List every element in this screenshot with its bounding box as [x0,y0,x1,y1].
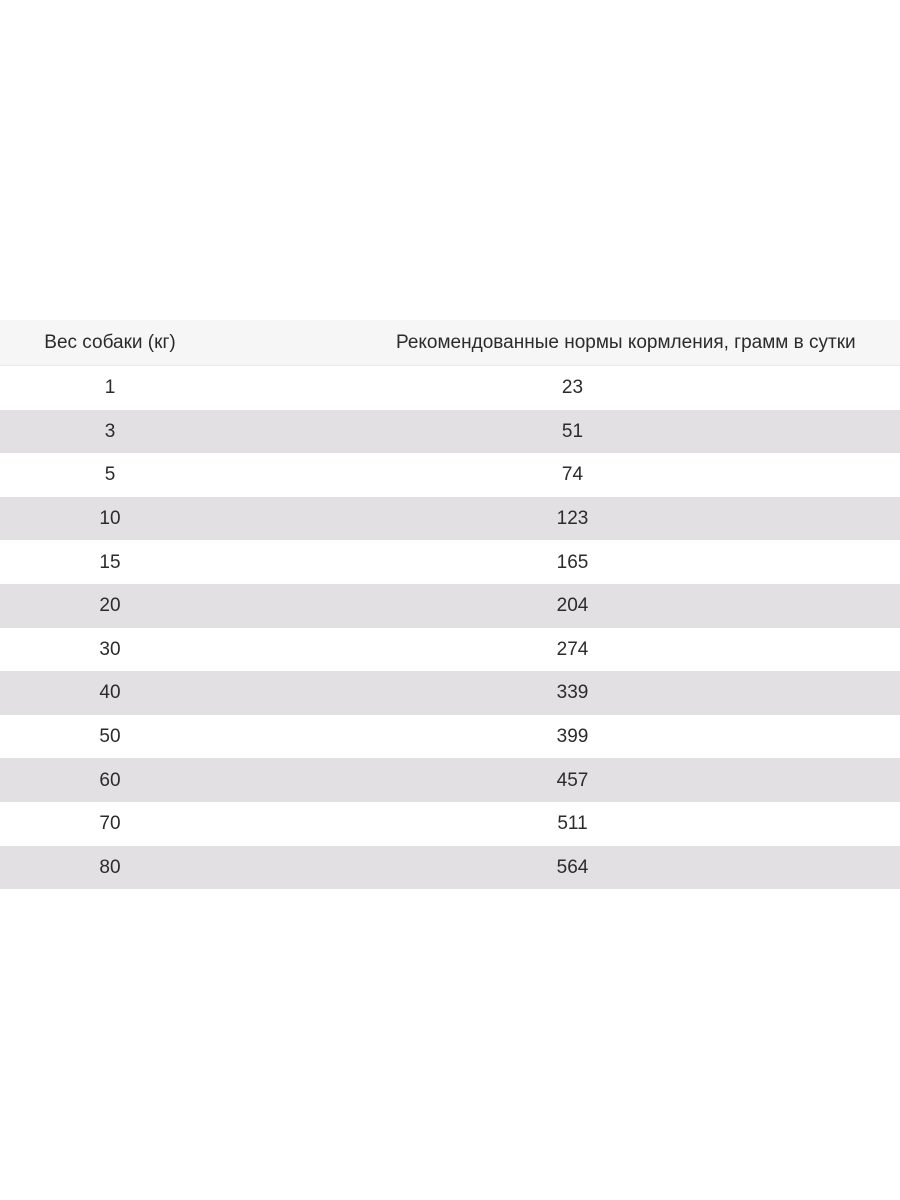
weight-cell: 80 [99,856,121,878]
table-row [0,540,900,584]
feeding-table [0,320,900,889]
table-row [0,410,900,454]
table-row [0,671,900,715]
norm-cell: 204 [556,595,589,617]
norm-cell: 51 [561,420,584,442]
weight-cell: 10 [99,508,121,530]
table-body [0,366,900,889]
weight-cell: 1 [104,377,116,399]
header-norm: Рекомендованные нормы кормления, грамм в сутки [396,332,856,353]
weight-cell: 30 [99,638,121,660]
norm-cell: 457 [556,769,589,791]
norm-cell: 165 [556,551,589,573]
norm-cell: 339 [556,682,589,704]
weight-cell: 3 [104,420,116,442]
weight-cell: 5 [104,464,116,486]
table-row [0,584,900,628]
norm-cell: 511 [557,813,588,835]
table-row [0,758,900,802]
weight-cell: 20 [99,595,121,617]
table-row [0,846,900,890]
weight-cell: 15 [99,551,121,573]
weight-cell: 70 [99,813,121,835]
table-header-row [0,320,900,366]
norm-cell: 74 [561,464,584,486]
norm-cell: 274 [556,638,589,660]
table-row [0,497,900,541]
norm-cell: 399 [556,726,589,748]
table-row [0,802,900,846]
norm-cell: 123 [556,508,589,530]
header-weight: Вес собаки (кг) [44,332,176,353]
table-row [0,715,900,759]
norm-cell: 23 [561,377,584,399]
table-row [0,453,900,497]
weight-cell: 40 [99,682,121,704]
weight-cell: 50 [99,726,121,748]
table-row [0,366,900,410]
norm-cell: 564 [556,856,589,878]
weight-cell: 60 [99,769,121,791]
table-row [0,628,900,672]
